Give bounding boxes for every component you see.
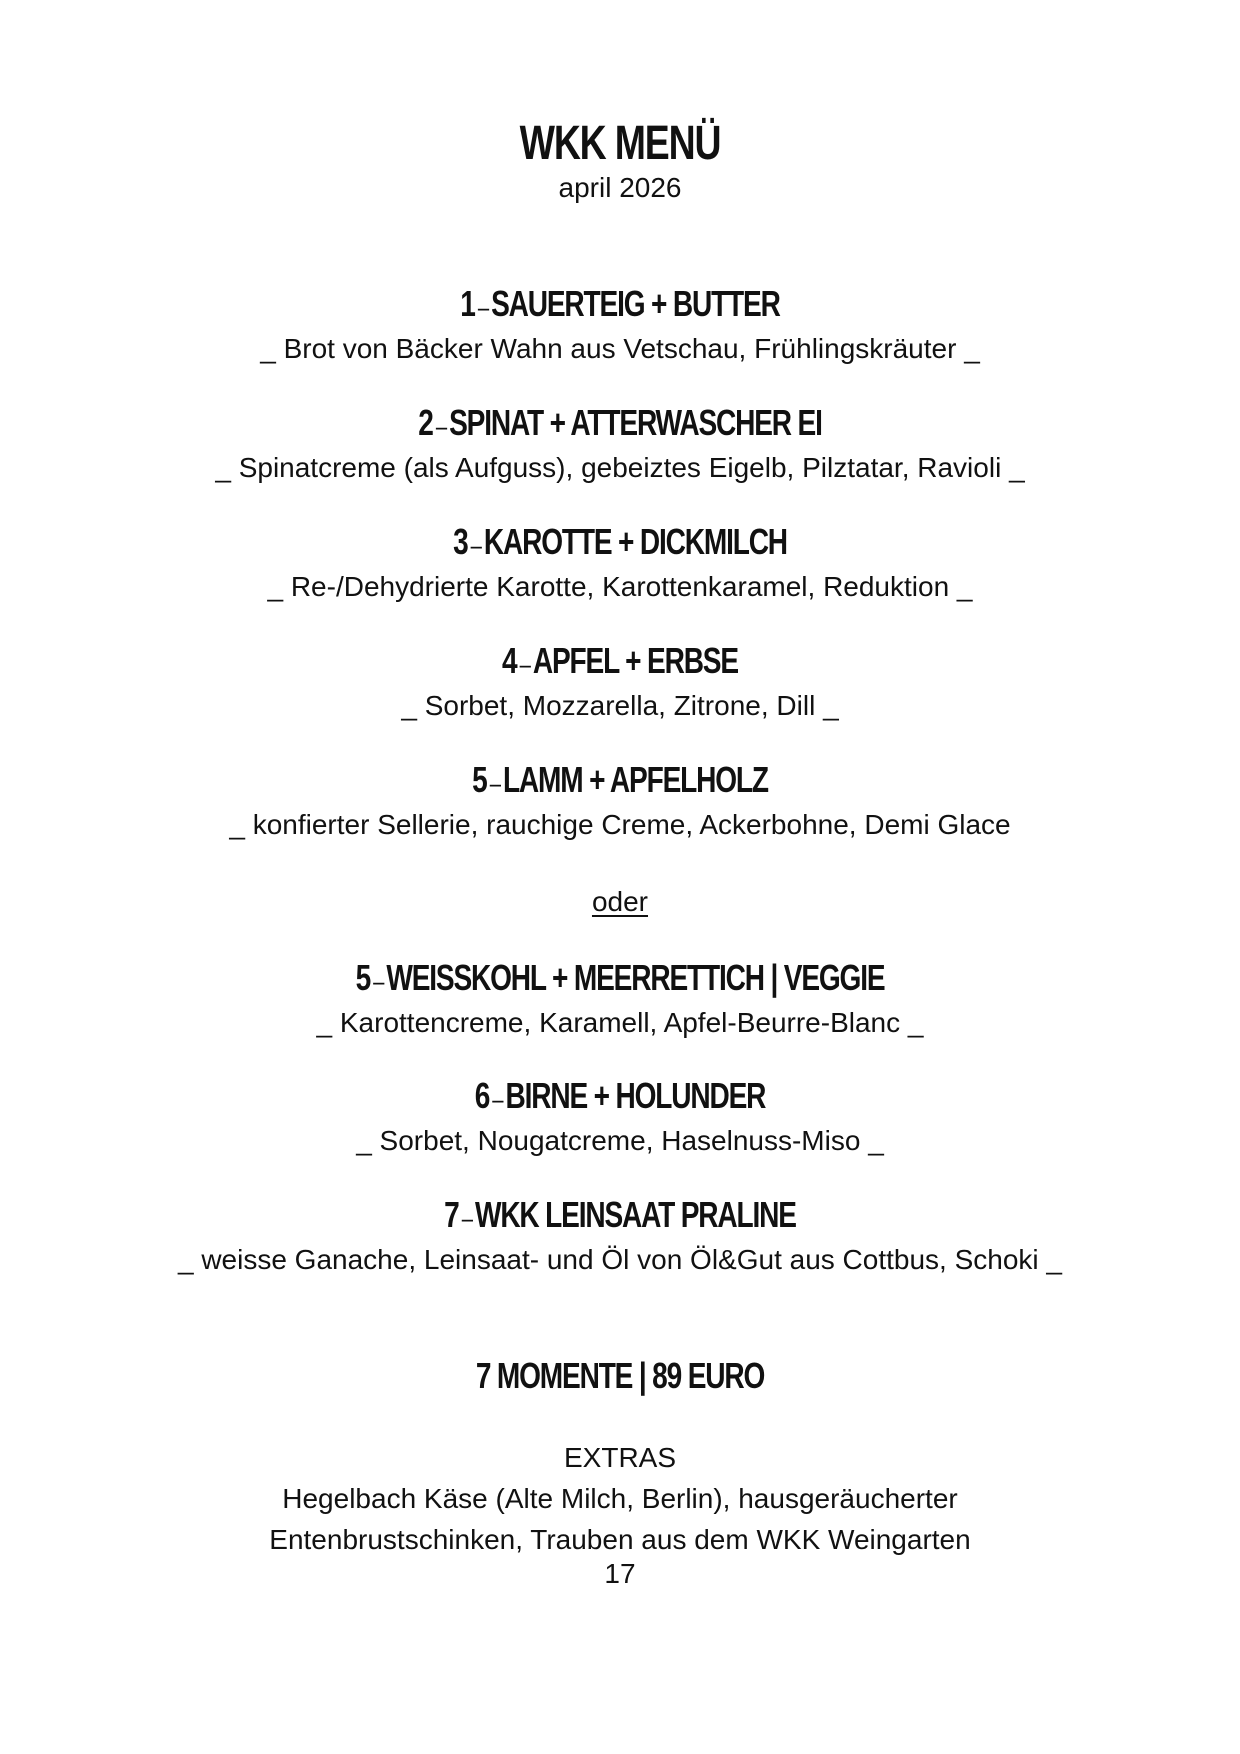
course-dash: – <box>373 966 384 996</box>
course-dash: – <box>477 292 488 322</box>
page-number: 17 <box>604 1558 636 1589</box>
course-number: 1 <box>460 283 475 324</box>
course-2 <box>0 401 1240 488</box>
course-dash: – <box>492 1084 503 1114</box>
course-heading <box>136 758 1103 805</box>
course-name: WKK LEINSAAT PRALINE <box>474 1194 796 1235</box>
course-heading <box>136 282 1103 329</box>
extras-heading: EXTRAS <box>563 1442 677 1473</box>
course-number: 4 <box>502 640 517 681</box>
course-description: _ Spinatcreme (als Aufguss), gebeiztes Eigelb, Pilztatar, Ravioli _ <box>215 452 1025 483</box>
course-heading <box>136 639 1103 686</box>
course-name: KAROTTE + DICKMILCH <box>483 521 787 562</box>
course-number: 5 <box>355 957 371 998</box>
course-1 <box>0 282 1240 369</box>
course-description: _ weisse Ganache, Leinsaat- und Öl von Öl&Gut aus Cottbus, Schoki _ <box>177 1244 1063 1275</box>
course-name: BIRNE + HOLUNDER <box>505 1075 766 1116</box>
course-number: 2 <box>418 402 433 443</box>
course-name: SPINAT + ATTERWASCHER EI <box>449 402 822 443</box>
course-description: _ Sorbet, Mozzarella, Zitrone, Dill _ <box>401 690 839 721</box>
course-dash: – <box>461 1203 472 1233</box>
alternative-label <box>0 882 1240 922</box>
course-7 <box>0 1193 1240 1280</box>
course-number: 7 <box>444 1194 459 1235</box>
course-description: _ Karottencreme, Karamell, Apfel-Beurre-Blanc _ <box>316 1007 924 1038</box>
course-dash: – <box>470 530 481 560</box>
course-5-main <box>0 758 1240 845</box>
course-description: _ Sorbet, Nougatcreme, Haselnuss-Miso _ <box>356 1125 884 1156</box>
course-heading <box>136 401 1103 448</box>
course-dash: – <box>489 768 500 798</box>
course-name: WEISSKOHL + MEERRETTICH | VEGGIE <box>386 957 885 998</box>
course-number: 3 <box>453 521 468 562</box>
alternative-label-text: oder <box>591 886 649 917</box>
course-5-veggie <box>0 956 1240 1043</box>
menu-total: 7 MOMENTE | 89 EURO <box>475 1355 765 1396</box>
course-heading <box>136 520 1103 567</box>
course-description: _ Re-/Dehydrierte Karotte, Karottenkaramel, Reduktion _ <box>267 571 973 602</box>
course-number: 6 <box>474 1075 490 1116</box>
course-heading <box>136 1074 1103 1121</box>
course-3 <box>0 520 1240 607</box>
menu-date: april 2026 <box>558 172 682 203</box>
course-name: LAMM + APFELHOLZ <box>502 759 768 800</box>
course-description: _ Brot von Bäcker Wahn aus Vetschau, Frühlingskräuter _ <box>260 333 980 364</box>
course-6 <box>0 1074 1240 1161</box>
extras-line-1: Hegelbach Käse (Alte Milch, Berlin), hausgeräucherter <box>282 1483 958 1514</box>
extras-line-2: Entenbrustschinken, Trauben aus dem WKK Weingarten <box>269 1524 971 1555</box>
course-heading <box>136 1193 1103 1240</box>
course-name: APFEL + ERBSE <box>532 640 738 681</box>
course-dash: – <box>435 411 446 441</box>
course-number: 5 <box>472 759 487 800</box>
menu-title: WKK MENÜ <box>519 117 721 170</box>
course-description: _ konfierter Sellerie, rauchige Creme, Ackerbohne, Demi Glace <box>229 809 1011 840</box>
course-name: SAUERTEIG + BUTTER <box>491 283 780 324</box>
course-heading <box>136 956 1103 1003</box>
extras-section <box>0 1437 1240 1560</box>
course-4 <box>0 639 1240 726</box>
course-dash: – <box>519 649 530 679</box>
